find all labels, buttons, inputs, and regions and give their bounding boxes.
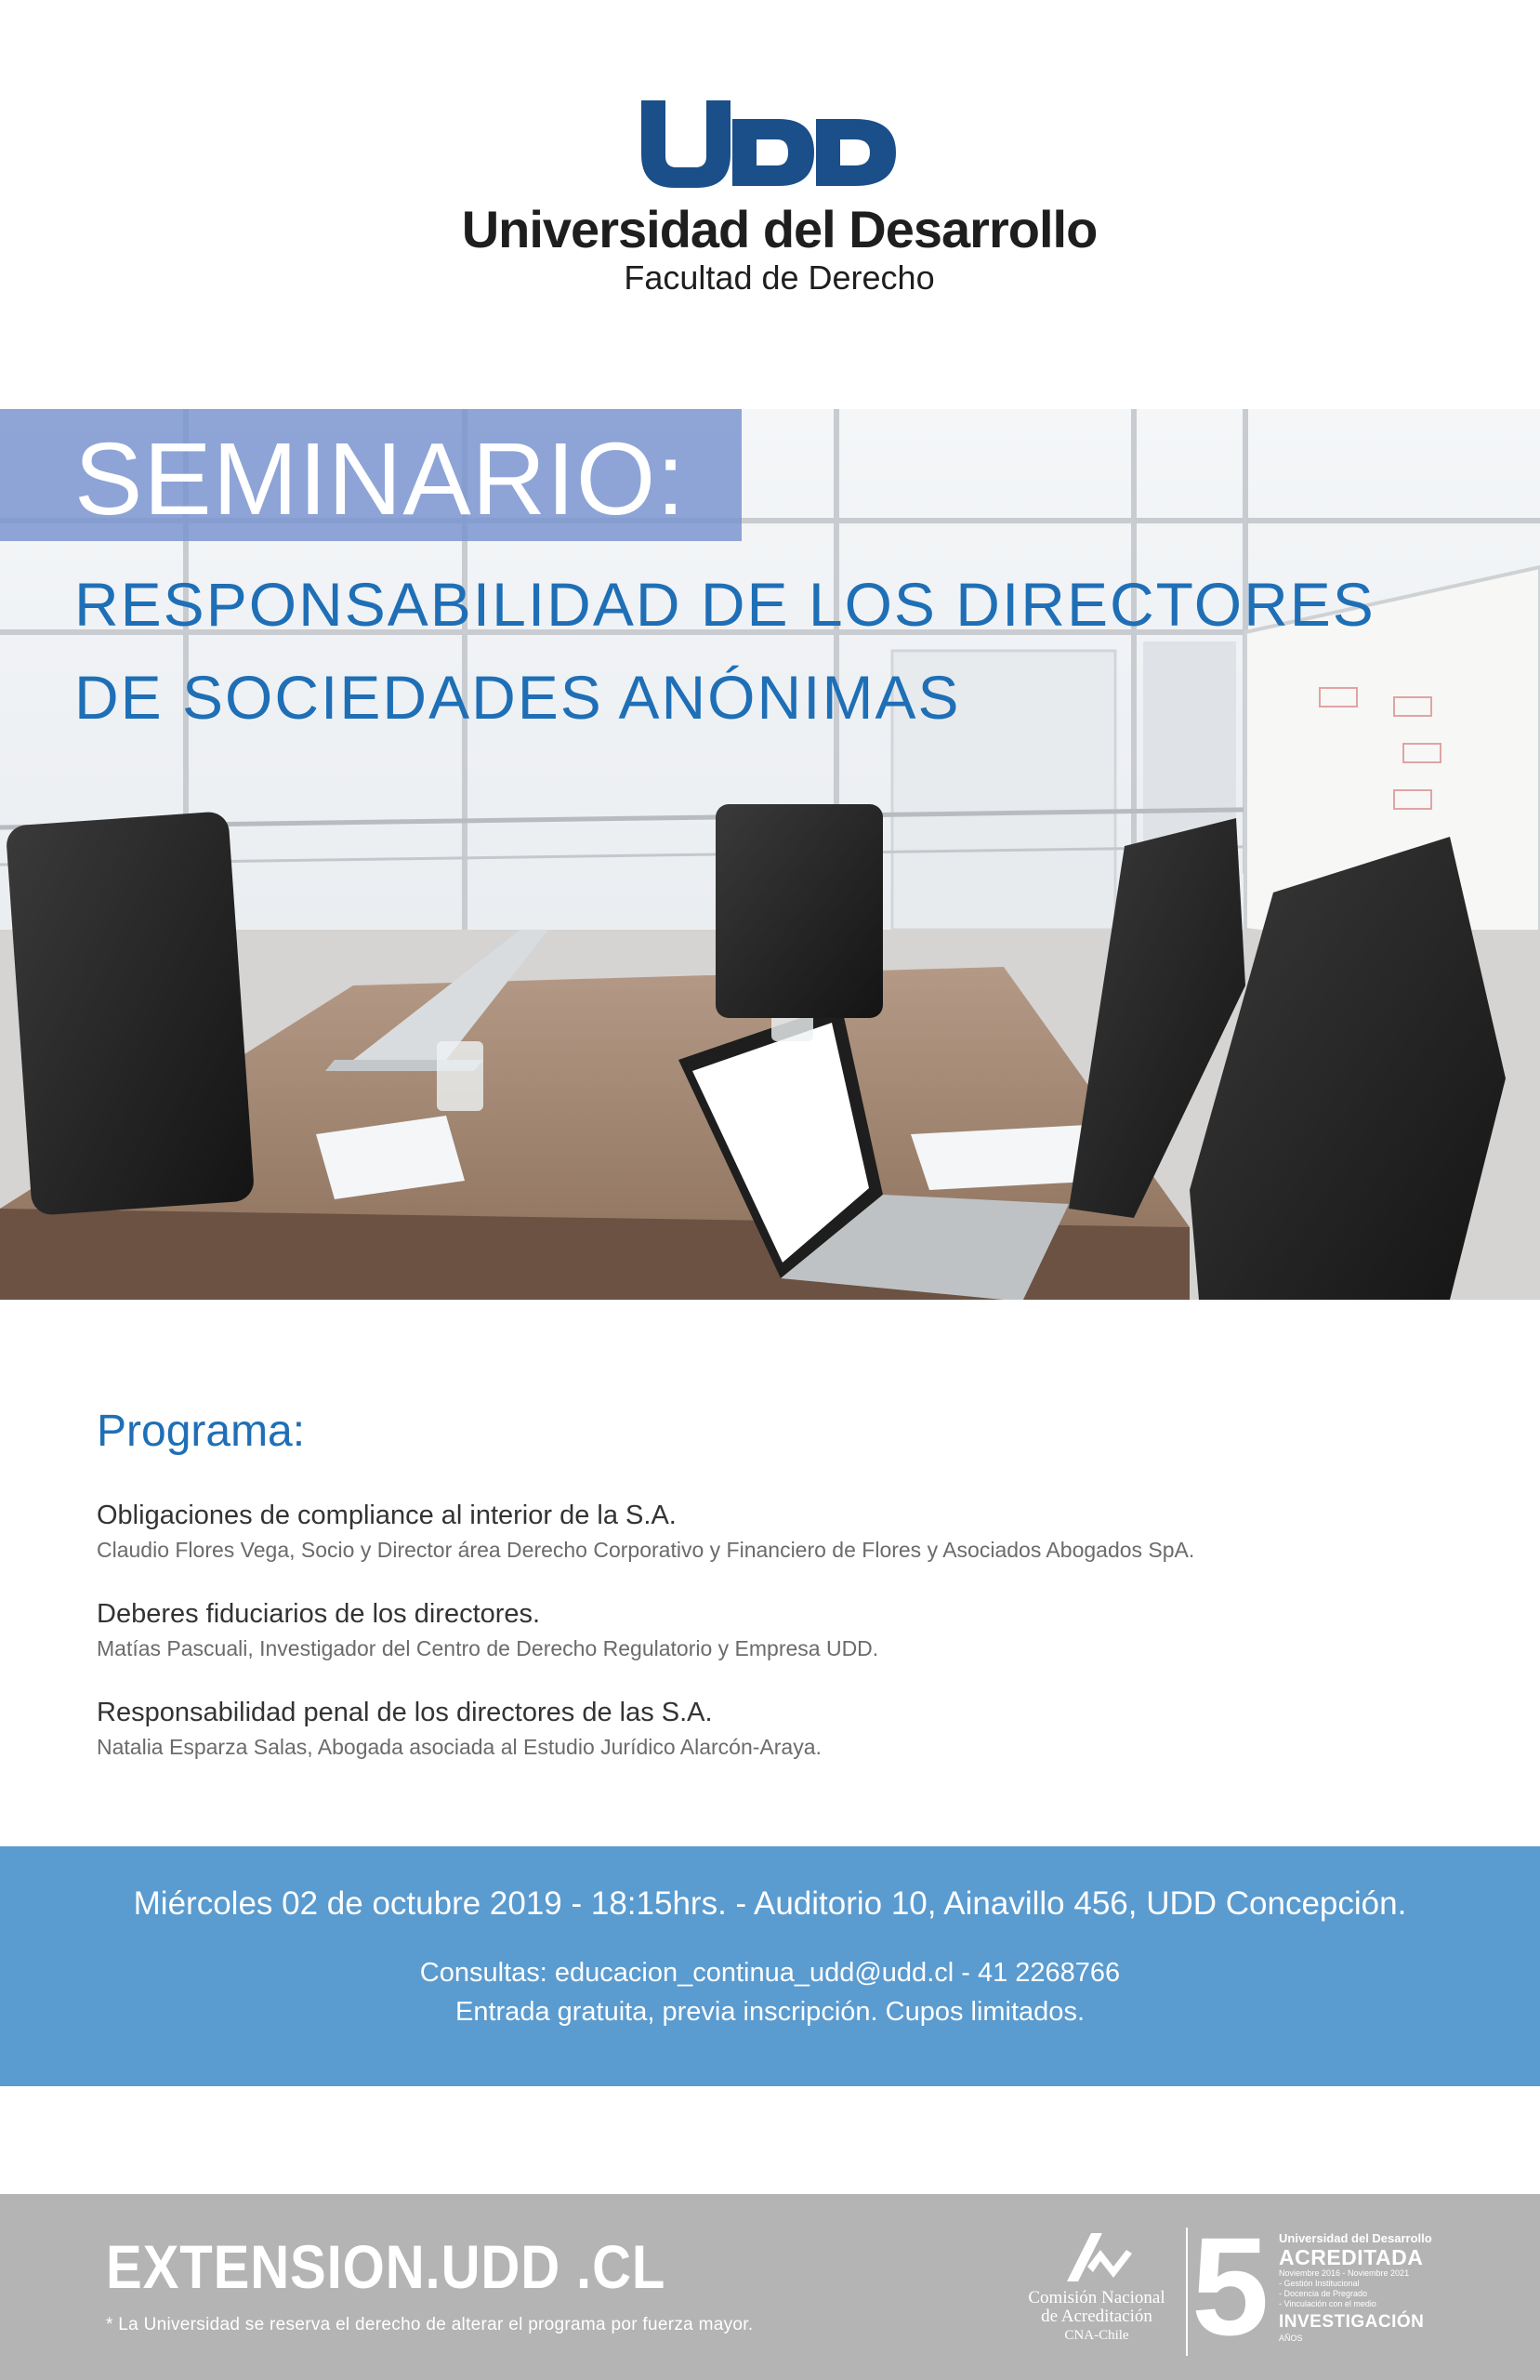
- cna-logo-icon: [1060, 2229, 1134, 2283]
- faculty-name: Facultad de Derecho: [624, 258, 935, 297]
- university-name: Universidad del Desarrollo: [461, 200, 1098, 258]
- subtitle-line-2: DE SOCIEDADES ANÓNIMAS: [74, 663, 961, 732]
- cna-text: [1004, 2289, 1190, 2345]
- disclaimer: * La Universidad se reserva el derecho de alterar el programa por fuerza mayor.: [106, 2315, 754, 2334]
- accreditation-block: [1279, 2231, 1520, 2344]
- cna-line-2: de Acreditación: [1041, 2307, 1152, 2326]
- accreditation-area: - Docencia de Pregrado: [1279, 2289, 1368, 2298]
- program-item-title: Obligaciones de compliance al interior de la S.A.: [97, 1501, 677, 1530]
- accreditation-anos: AÑOS: [1279, 2334, 1303, 2343]
- program-item: [97, 1595, 1491, 1664]
- meeting-room-illustration: [0, 409, 1540, 1300]
- accreditation-investigacion: INVESTIGACIÓN: [1279, 2312, 1425, 2332]
- accreditation-title: ACREDITADA: [1279, 2245, 1424, 2269]
- accreditation-university: Universidad del Desarrollo: [1279, 2231, 1432, 2245]
- program-item-title: Responsabilidad penal de los directores de las S.A.: [97, 1698, 713, 1727]
- program-item: [97, 1497, 1491, 1566]
- hero-photo: [0, 409, 1540, 1300]
- program-item-speaker: Claudio Flores Vega, Socio y Director área Derecho Corporativo y Financiero de Flores y Asociados Abogados SpA.: [97, 1538, 1195, 1562]
- accreditation-years: 5: [1191, 2208, 1270, 2364]
- cna-line-1: Comisión Nacional: [1028, 2288, 1165, 2307]
- subtitle-line-1: RESPONSABILIDAD DE LOS DIRECTORES: [74, 570, 1375, 639]
- programa-heading: Programa:: [97, 1407, 306, 1456]
- contact-info: Consultas: educacion_continua_udd@udd.cl - 41 2268766: [419, 1958, 1121, 1988]
- accreditation-area: - Gestión Institucional: [1279, 2279, 1360, 2288]
- udd-logo-icon: [639, 99, 898, 188]
- program-item-title: Deberes fiduciarios de los directores.: [97, 1599, 541, 1629]
- program-item: [97, 1694, 1491, 1763]
- accreditation-period: Noviembre 2016 - Noviembre 2021: [1279, 2268, 1410, 2278]
- accreditation-area: - Vinculación con el medio: [1279, 2299, 1376, 2308]
- seminar-subtitle: [74, 558, 1506, 744]
- footer-divider: [1186, 2228, 1188, 2356]
- seminario-title: SEMINARIO:: [74, 422, 686, 536]
- entry-info: Entrada gratuita, previa inscripción. Cupos limitados.: [455, 1997, 1085, 2027]
- program-item-speaker: Natalia Esparza Salas, Abogada asociada al Estudio Jurídico Alarcón-Araya.: [97, 1735, 822, 1759]
- program-item-speaker: Matías Pascuali, Investigador del Centro de Derecho Regulatorio y Empresa UDD.: [97, 1636, 879, 1660]
- event-date-location: Miércoles 02 de octubre 2019 - 18:15hrs. - Auditorio 10, Ainavillo 456, UDD Concepción.: [133, 1885, 1407, 1922]
- cna-line-3: CNA-Chile: [1064, 2328, 1129, 2343]
- extension-site-link[interactable]: EXTENSION.UDD .CL: [106, 2232, 666, 2301]
